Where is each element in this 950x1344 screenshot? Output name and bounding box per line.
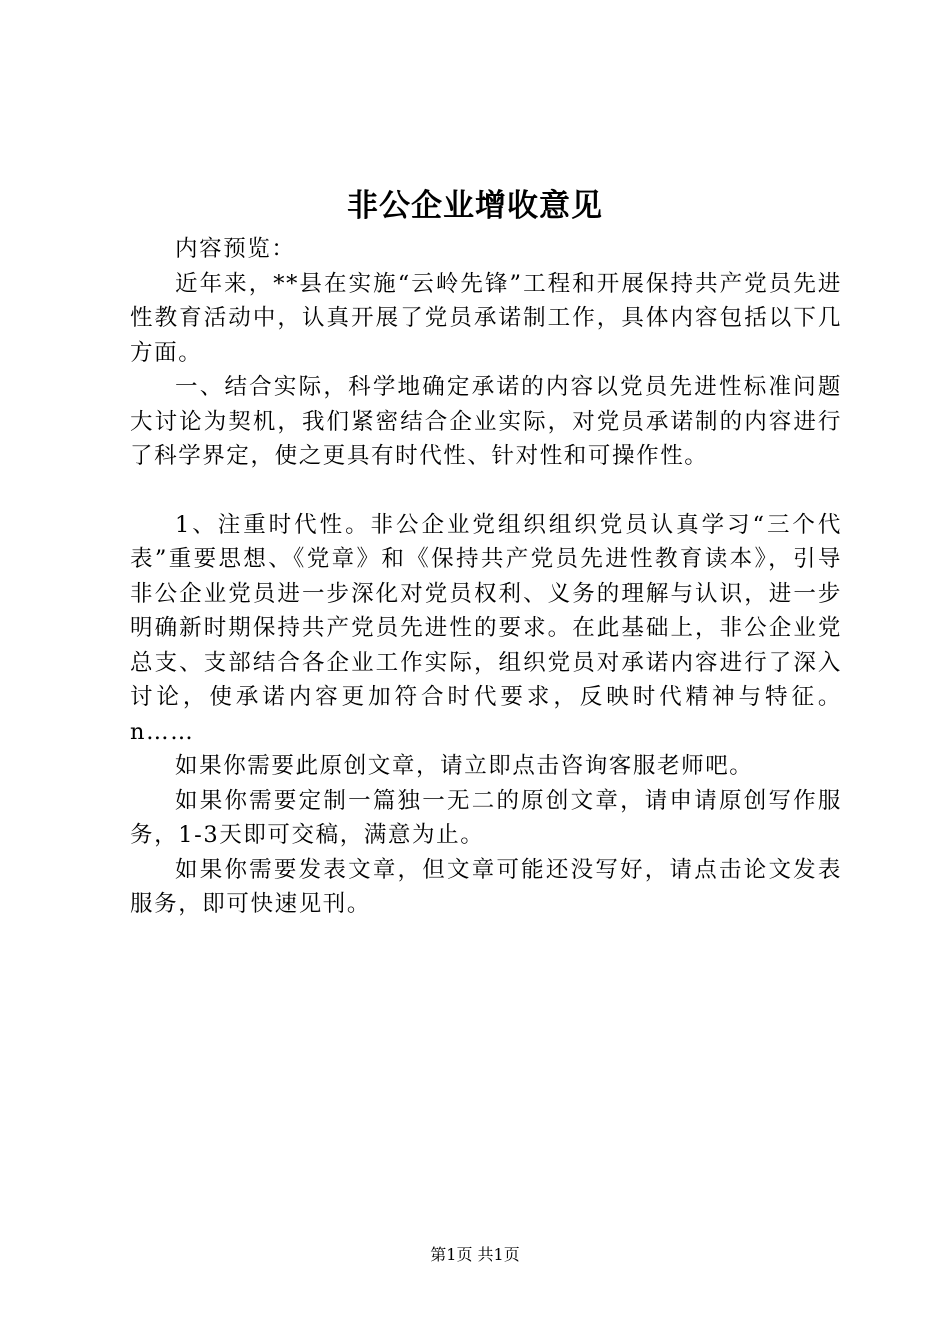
paragraph-contact: 如果你需要此原创文章，请立即点击咨询客服老师吧。	[175, 753, 754, 779]
paragraph-custom-writing: 如果你需要定制一篇独一无二的原创文章，请申请原创写作服务，1-3天即可交稿，满意为止。	[130, 787, 842, 848]
page-number-footer: 第1页 共1页	[430, 1245, 520, 1264]
paragraph-point-one: 1、注重时代性。非公企业党组织组织党员认真学习“三个代表”重要思想、《党章》和《保持共产党员先进性教育读本》，引导非公企业党员进一步深化对党员权利、义务的理解与认识，进一步明确新时期保持共产党员先进性的要求。在此基础上，非公企业党总支、支部结合各企业工作实际，组织党员对承诺内容进行了深入讨论，使承诺内容更加符合时代要求，反映时代精神与特征。n……	[130, 511, 842, 745]
document-title: 非公企业增收意见	[347, 188, 603, 224]
preview-label: 内容预览：	[175, 236, 296, 262]
paragraph-intro: 近年来，**县在实施“云岭先锋”工程和开展保持共产党员先进性教育活动中，认真开展了党员承诺制工作，具体内容包括以下几方面。	[130, 270, 842, 366]
paragraph-section-one: 一、结合实际，科学地确定承诺的内容以党员先进性标准问题大讨论为契机，我们紧密结合企业实际，对党员承诺制的内容进行了科学界定，使之更具有时代性、针对性和可操作性。	[130, 374, 842, 469]
document-body	[130, 232, 842, 922]
paragraph-publishing: 如果你需要发表文章，但文章可能还没写好，请点击论文发表服务，即可快速见刊。	[130, 856, 842, 917]
